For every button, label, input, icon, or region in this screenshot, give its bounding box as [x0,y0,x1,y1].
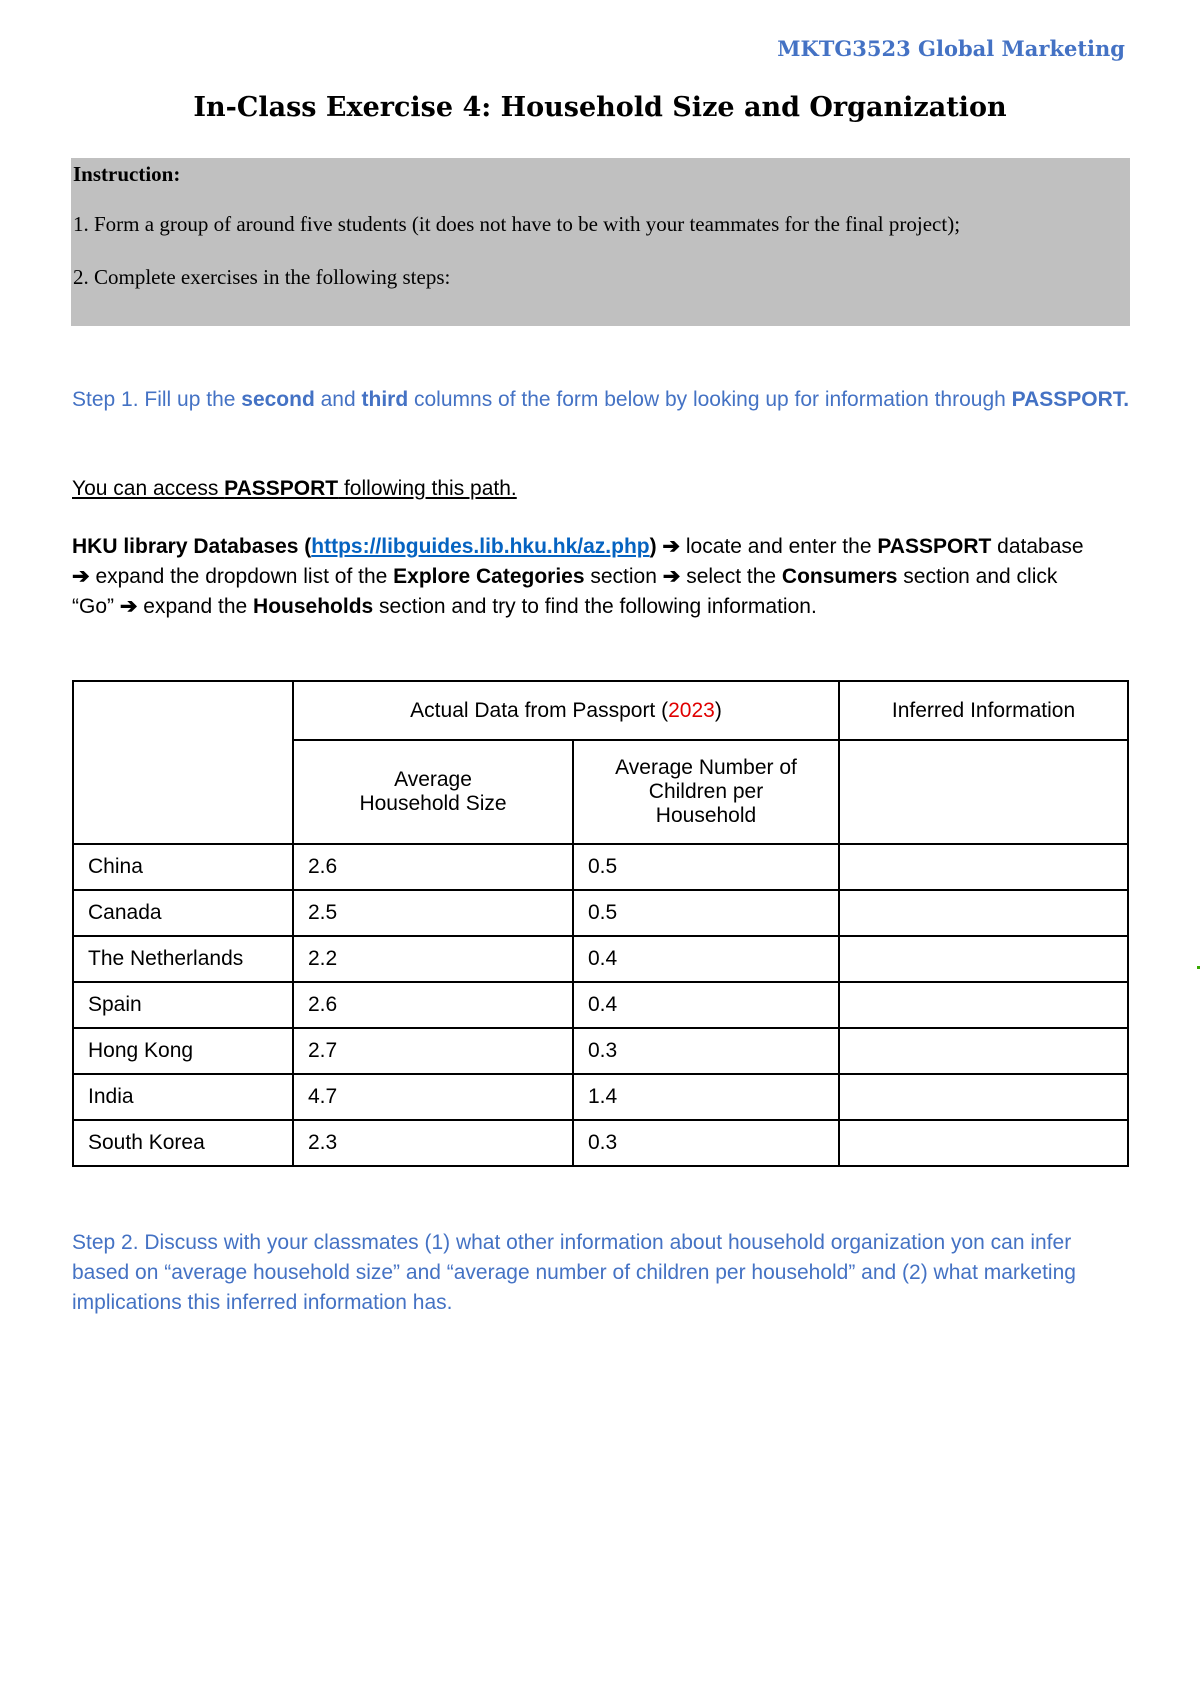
path-text-7: “Go” [72,595,114,618]
database-path [72,532,1132,622]
path-text-4: section [584,565,657,588]
inferred-input-cell[interactable] [839,1028,1128,1074]
children-cell: 0.5 [573,890,839,936]
page-title: In-Class Exercise 4: Household Size and Organization [193,92,1007,123]
col2-line-1: Average Number of [615,756,797,779]
inferred-input-cell[interactable] [839,890,1128,936]
inferred-input-cell[interactable] [839,740,1128,844]
children-cell: 0.5 [573,844,839,890]
year-label: 2023 [668,698,715,722]
country-cell: China [73,844,293,890]
table-row [73,1074,1128,1120]
children-cell: 0.3 [573,1120,839,1166]
path-explore-categories: Explore Categories [393,565,585,588]
open-paren: ( [298,535,312,558]
inferred-header: Inferred Information [839,681,1128,740]
inferred-input-cell[interactable] [839,982,1128,1028]
actual-data-close: ) [714,698,722,722]
table-row [73,844,1128,890]
country-cell: Hong Kong [73,1028,293,1074]
table-row [73,936,1128,982]
instruction-box [71,158,1130,326]
col1-line-1: Average [394,768,472,791]
household-size-cell: 2.2 [293,936,573,982]
household-size-cell: 2.6 [293,844,573,890]
path-text-9: section and try to find the following information. [373,595,817,618]
path-households: Households [253,595,374,618]
children-cell: 1.4 [573,1074,839,1120]
country-cell: Canada [73,890,293,936]
avg-household-size-header [293,740,573,844]
course-header: MKTG3523 Global Marketing [777,36,1125,61]
household-data-table [72,680,1129,1167]
path-consumers: Consumers [781,565,898,588]
access-part-a: You can access [72,477,225,500]
avg-children-header [573,740,839,844]
database-link[interactable]: https://libguides.lib.hku.hk/az.php [311,535,650,558]
path-passport: PASSPORT [877,535,992,558]
household-size-cell: 4.7 [293,1074,573,1120]
arrow-icon: ➔ [114,595,144,618]
path-text-8: expand the [143,595,254,618]
household-size-cell: 2.7 [293,1028,573,1074]
household-size-cell: 2.3 [293,1120,573,1166]
table-header-row [73,681,1128,740]
step-1-second: second [241,388,315,411]
table-row [73,1120,1128,1166]
blank-header-cell [73,681,293,844]
country-cell: Spain [73,982,293,1028]
children-cell: 0.4 [573,936,839,982]
step-1-text [72,385,1132,415]
table-row [73,982,1128,1028]
actual-data-label: Actual Data from Passport ( [410,698,669,722]
path-text-3: expand the dropdown list of the [95,565,394,588]
access-note [72,474,1132,504]
inferred-input-cell[interactable] [839,936,1128,982]
arrow-icon: ➔ [656,565,687,588]
step-1-passport: PASSPORT. [1011,388,1130,411]
close-paren: ) [649,535,657,558]
col2-line-2: Children per [648,780,764,803]
step-1-part-b: columns of the form below by looking up for information through [408,388,1012,411]
actual-data-header [293,681,839,740]
arrow-icon: ➔ [72,565,96,588]
country-cell: India [73,1074,293,1120]
inferred-input-cell[interactable] [839,844,1128,890]
inferred-input-cell[interactable] [839,1074,1128,1120]
children-cell: 0.4 [573,982,839,1028]
step-2-text: Step 2. Discuss with your classmates (1) what other information about household organization yon can infer based on “average household size” and “average number of children per household” and (2) what marketing implications this inferred information has. [72,1231,1076,1314]
col2-line-3: Household [655,804,757,827]
household-size-cell: 2.6 [293,982,573,1028]
arrow-icon: ➔ [656,535,686,558]
table-row [73,1028,1128,1074]
path-text-2: database [991,535,1084,558]
step-1-and: and [314,388,362,411]
col1-line-2: Household Size [359,792,507,815]
country-cell: The Netherlands [73,936,293,982]
table-row [73,890,1128,936]
instruction-heading: Instruction: [73,162,181,186]
step-1-third: third [361,388,409,411]
path-text-5: select the [686,565,782,588]
children-cell: 0.3 [573,1028,839,1074]
path-text-1: locate and enter the [685,535,878,558]
path-text-6: section and click [897,565,1058,588]
access-part-b: following this path. [338,477,517,500]
step-1-part-a: Step 1. Fill up the [72,388,242,411]
country-cell: South Korea [73,1120,293,1166]
household-size-cell: 2.5 [293,890,573,936]
instruction-line-2: 2. Complete exercises in the following steps: [73,265,451,289]
instruction-line-1: 1. Form a group of around five students (it does not have to be with your teammates for the final project); [73,212,961,236]
access-passport: PASSPORT [224,477,339,500]
inferred-input-cell[interactable] [839,1120,1128,1166]
hku-databases-label: HKU library Databases [72,535,299,558]
